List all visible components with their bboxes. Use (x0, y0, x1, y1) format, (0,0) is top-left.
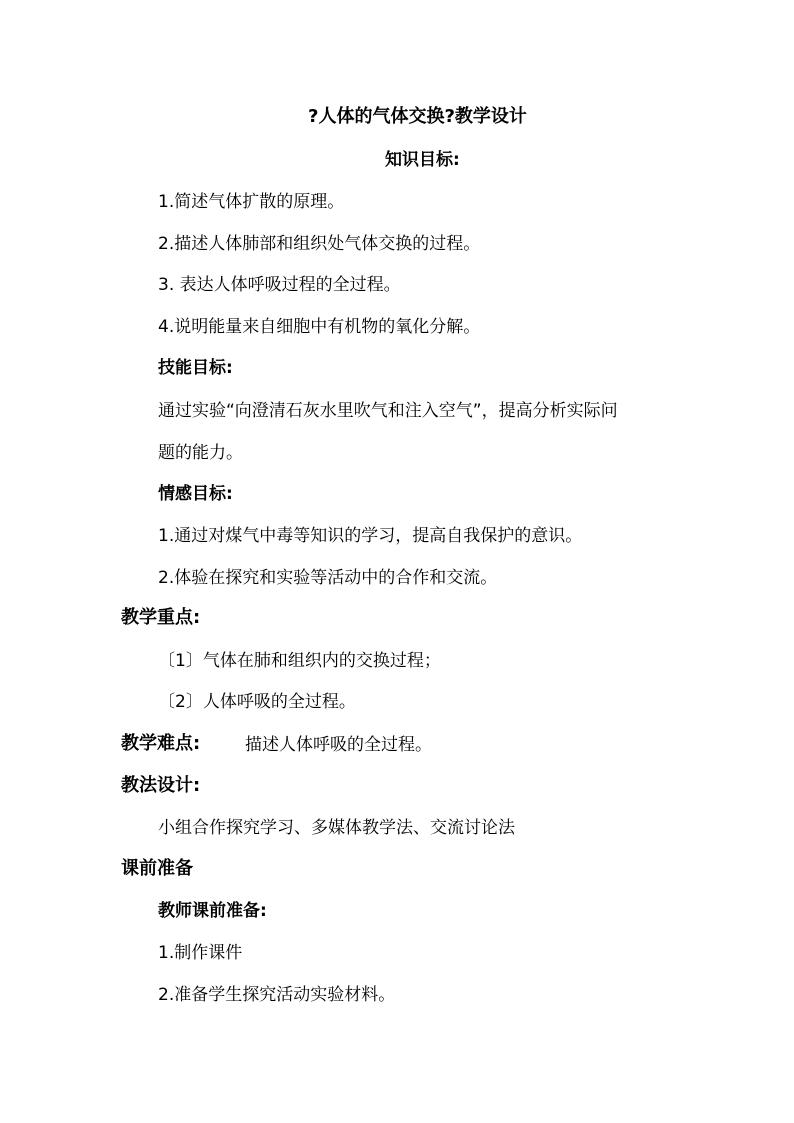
key-points-heading: 教学重点: (121, 607, 201, 628)
difficulty-heading: 教学难点: (121, 733, 201, 754)
prep-item: 2.准备学生探究活动实验材料。 (158, 985, 396, 1005)
skills-heading: 技能目标: (158, 358, 233, 378)
knowledge-heading: 知识目标: (385, 150, 460, 170)
prep-item: 1.制作课件 (158, 943, 243, 963)
key-point-item: 〔1〕气体在肺和组织内的交换过程； (158, 651, 441, 671)
prep-heading: 课前准备 (121, 858, 193, 879)
difficulty-text: 描述人体呼吸的全过程。 (245, 735, 432, 755)
knowledge-item: 1.简述气体扩散的原理。 (158, 192, 345, 212)
emotion-item: 2.体验在探究和实验等活动中的合作和交流。 (158, 568, 498, 588)
emotion-heading: 情感目标: (158, 484, 233, 504)
method-text: 小组合作探究学习、多媒体教学法、交流讨论法 (158, 818, 515, 838)
teacher-prep-heading: 教师课前准备: (158, 901, 267, 921)
knowledge-item: 3. 表达人体呼吸过程的全过程。 (158, 275, 401, 295)
page-title: ?人体的气体交换?教学设计 (308, 106, 527, 127)
key-point-item: 〔2〕人体呼吸的全过程。 (158, 692, 356, 712)
emotion-item: 1.通过对煤气中毒等知识的学习，提高自我保护的意识。 (158, 526, 583, 546)
knowledge-item: 4.说明能量来自细胞中有机物的氧化分解。 (158, 317, 481, 337)
method-heading: 教法设计: (121, 775, 201, 796)
skills-text-line1: 通过实验“向澄清石灰水里吹气和注入空气”，提高分析实际问 (158, 401, 618, 421)
skills-text-line2: 题的能力。 (158, 443, 243, 463)
knowledge-item: 2.描述人体肺部和组织处气体交换的过程。 (158, 234, 481, 254)
